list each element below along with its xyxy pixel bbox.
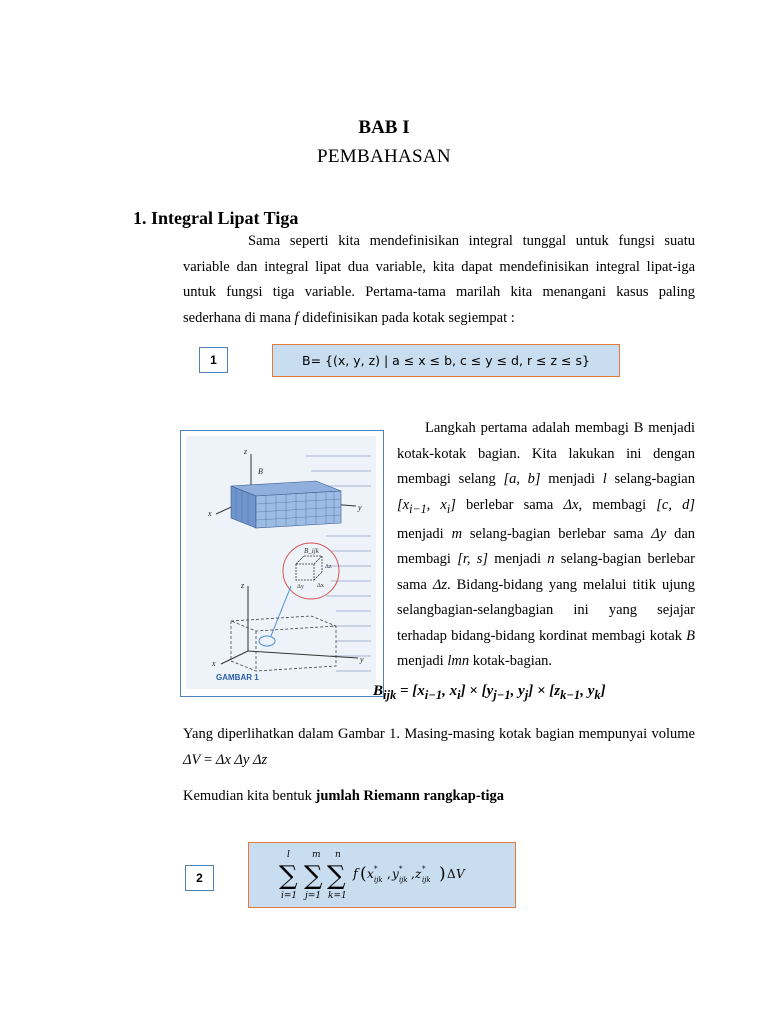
svg-text:y: y xyxy=(392,867,399,881)
svg-text:ijk: ijk xyxy=(422,876,431,884)
sum-lower-j: j=1 xyxy=(305,891,322,901)
figure-label-z-top: z xyxy=(244,447,248,456)
svg-text:Δ: Δ xyxy=(447,867,456,881)
riemann-sum-equation xyxy=(248,842,516,908)
subbox-formula: $B_{ijk} = [x_{i-1}$, $x_i] \times [y_{j-1}$, $y_j] \times [z_{k-1}$, $y_k$] xyxy=(373,683,606,702)
figure-label-b: B xyxy=(258,467,263,476)
svg-text:V: V xyxy=(456,867,465,881)
sum-upper-n: n xyxy=(335,850,341,860)
figure-caption: GAMBAR 1 xyxy=(216,673,259,682)
figure-1-image xyxy=(186,436,376,689)
svg-text:∑: ∑ xyxy=(304,861,323,891)
svg-text:∑: ∑ xyxy=(327,861,346,891)
svg-text:,: , xyxy=(387,867,391,881)
figure-1-frame xyxy=(180,430,384,697)
sum-lower-i: i=1 xyxy=(281,891,298,901)
figure-label-x-top: x xyxy=(208,509,212,518)
partition-paragraph: Langkah pertama adalah membagi B menjadi kotak-kotak bagian. Kita lakukan ini dengan membagi selang [a, b] menjadi l selang-bagian [$x_{i-1}$, $x_i$] berlebar sama Δx, membagi [c, d] menjadi m selang-bagian berlebar sama Δy dan membagi [r, s] menjadi n selang-bagian berlebar sama Δz. Bidang-bidang yang melalui titik ujung selangbagian-selangbagian ini yang sejajar terhadap bidang-bidang kordinat membagi kotak B menjadi lmn kotak-bagian. xyxy=(397,420,696,670)
figure-label-dy: Δy xyxy=(297,584,304,590)
section-heading: 1. Integral Lipat Tiga xyxy=(133,208,299,228)
chapter-subtitle: PEMBAHASAN xyxy=(317,146,451,167)
equation-number-1: 1 xyxy=(199,347,228,373)
figure-label-bijk: B_ijk xyxy=(304,547,319,555)
svg-text:,: , xyxy=(411,867,415,881)
equation-number-2: 2 xyxy=(185,865,214,891)
intro-paragraph: Sama seperti kita mendefinisikan integral tunggal untuk fungsi suatu variable dan integral lipat dua variable, kita dapat mendefinisikan integral lipat-iga untuk fungsi tiga variable. Pertama-tama marilah kita menangani kasus paling sederhana di mana f didefinisikan pada kotak segiempat : xyxy=(183,233,695,326)
svg-text:*: * xyxy=(422,865,426,873)
sum-upper-l: l xyxy=(287,850,290,860)
figure-label-z-bottom: z xyxy=(241,581,245,590)
figure-label-y-top: y xyxy=(358,503,362,512)
svg-text:z: z xyxy=(415,867,422,881)
svg-text:*: * xyxy=(399,865,403,873)
svg-text:x: x xyxy=(367,867,374,881)
svg-text:ijk: ijk xyxy=(399,876,408,884)
riemann-intro: Kemudian kita bentuk jumlah Riemann rangkap-tiga xyxy=(183,788,505,804)
svg-text:*: * xyxy=(374,865,378,873)
figure-label-dx: Δx xyxy=(317,583,324,589)
svg-text:f: f xyxy=(353,867,358,882)
sum-upper-m: m xyxy=(312,850,321,860)
figure-label-x-bottom: x xyxy=(212,659,216,668)
svg-text:): ) xyxy=(439,864,446,884)
figure-label-dz: Δz xyxy=(325,564,332,570)
svg-text:∑: ∑ xyxy=(279,861,298,891)
sum-lower-k: k=1 xyxy=(328,891,347,901)
riemann-term: jumlah Riemann rangkap-tiga xyxy=(315,788,505,804)
chapter-title: BAB I xyxy=(358,117,410,138)
box-definition-equation: B= {(x, y, z) | a ≤ x ≤ b, c ≤ y ≤ d, r ≤ z ≤ s} xyxy=(272,344,620,377)
volume-paragraph: Yang diperlihatkan dalam Gambar 1. Masing-masing kotak bagian mempunyai volume ΔV = Δx Δy Δz xyxy=(183,726,695,768)
figure-label-y-bottom: y xyxy=(360,655,364,664)
svg-text:(: ( xyxy=(360,864,367,884)
svg-text:ijk: ijk xyxy=(374,876,383,884)
